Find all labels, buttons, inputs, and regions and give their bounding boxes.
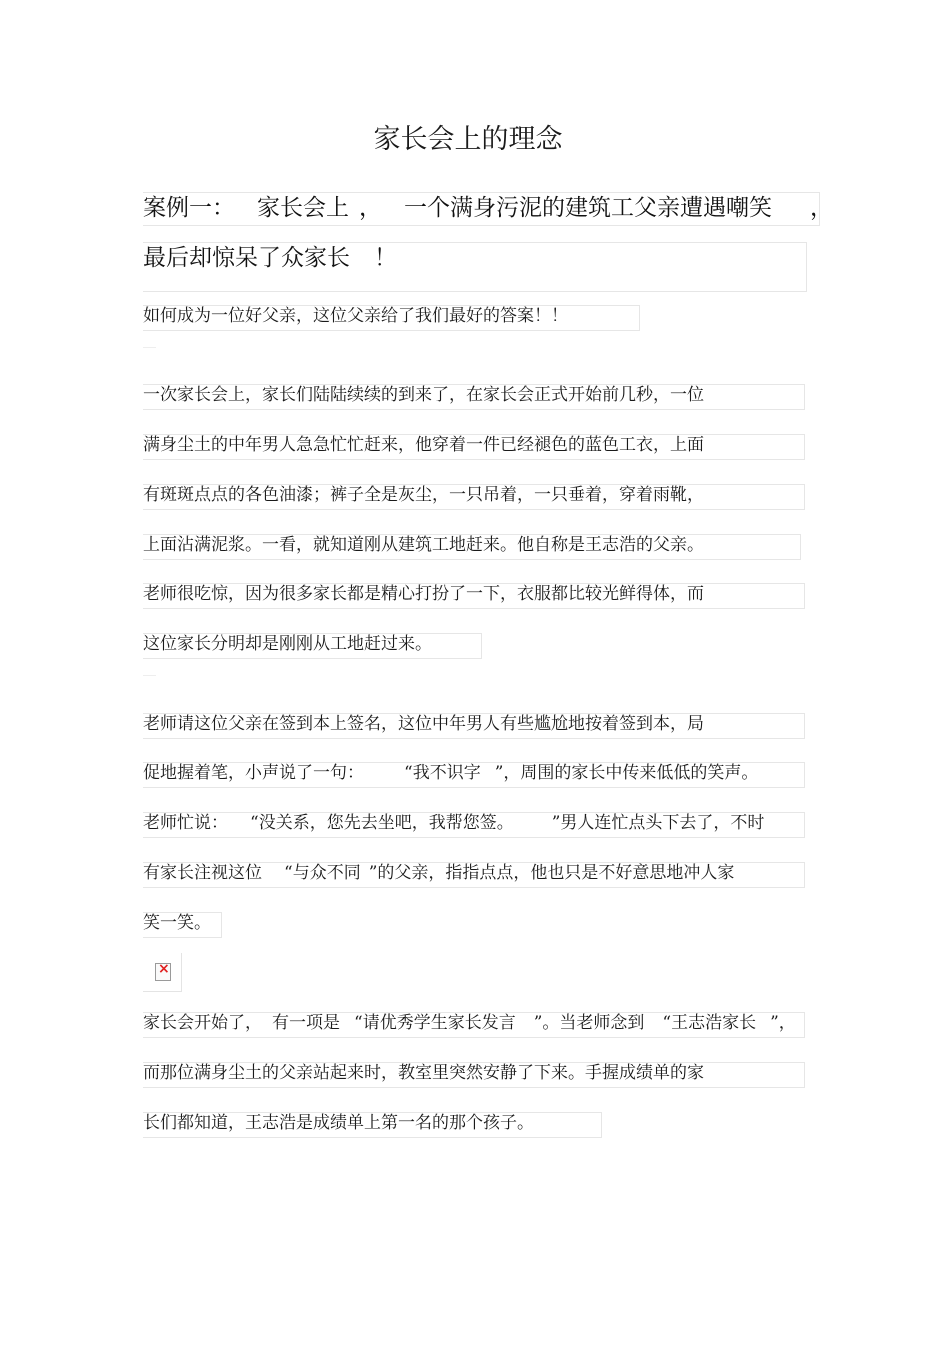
intro-text: 如何成为一位好父亲，这位父亲给了我们最好的答案！！ <box>143 306 568 326</box>
para1-line-5: 老师很吃惊，因为很多家长都是精心打扮了一下，衣服都比较光鲜得体，而 <box>143 584 704 604</box>
para2-line-1: 老师请这位父亲在签到本上签名，这位中年男人有些尴尬地按着签到本，局 <box>143 714 704 734</box>
headline-case-label: 案例一： <box>143 195 235 221</box>
document-title: 家长会上的理念 <box>373 124 563 155</box>
para3-line-3: 长们都知道，王志浩是成绩单上第一名的那个孩子。 <box>143 1113 534 1133</box>
divider <box>143 347 156 348</box>
image-placeholder <box>143 953 182 992</box>
para2-line-2: 促地握着笔，小声说了一句： “我不识字 ”，周围的家长中传来低低的笑声。 <box>143 763 759 783</box>
para1-line-4: 上面沾满泥浆。一看，就知道刚从建筑工地赶来。他自称是王志浩的父亲。 <box>143 535 704 555</box>
para2-line-5: 笑一笑。 <box>143 913 211 933</box>
para1-line-6: 这位家长分明却是刚刚从工地赶过来。 <box>143 634 432 654</box>
headline-line-1: 案例一： 家长会上 ， 一个满身污泥的建筑工父亲遭遇嘲笑 ， <box>143 195 833 221</box>
para2-line-4: 有家长注视这位 “与众不同 ”的父亲，指指点点，他也只是不好意思地冲人家 <box>143 863 735 883</box>
para1-line-2: 满身尘土的中年男人急急忙忙赶来，他穿着一件已经褪色的蓝色工衣，上面 <box>143 435 704 455</box>
para1-line-1: 一次家长会上，家长们陆陆续续的到来了，在家长会正式开始前几秒，一位 <box>143 385 704 405</box>
para3-line-2: 而那位满身尘土的父亲站起来时，教室里突然安静了下来。手握成绩单的家 <box>143 1063 704 1083</box>
para2-line-3: 老师忙说： “没关系，您先去坐吧，我帮您签。 ”男人连忙点头下去了，不时 <box>143 813 765 833</box>
headline-line-2: 最后却惊呆了众家长 ！ <box>143 245 397 271</box>
para3-line-1: 家长会开始了， 有一项是 “请优秀学生家长发言 ”。当老师念到 “王志浩家长 ”， <box>143 1013 796 1033</box>
para1-line-3: 有斑斑点点的各色油漆；裤子全是灰尘，一只吊着，一只垂着，穿着雨靴， <box>143 485 704 505</box>
divider <box>143 675 156 676</box>
broken-image-icon <box>155 963 171 981</box>
